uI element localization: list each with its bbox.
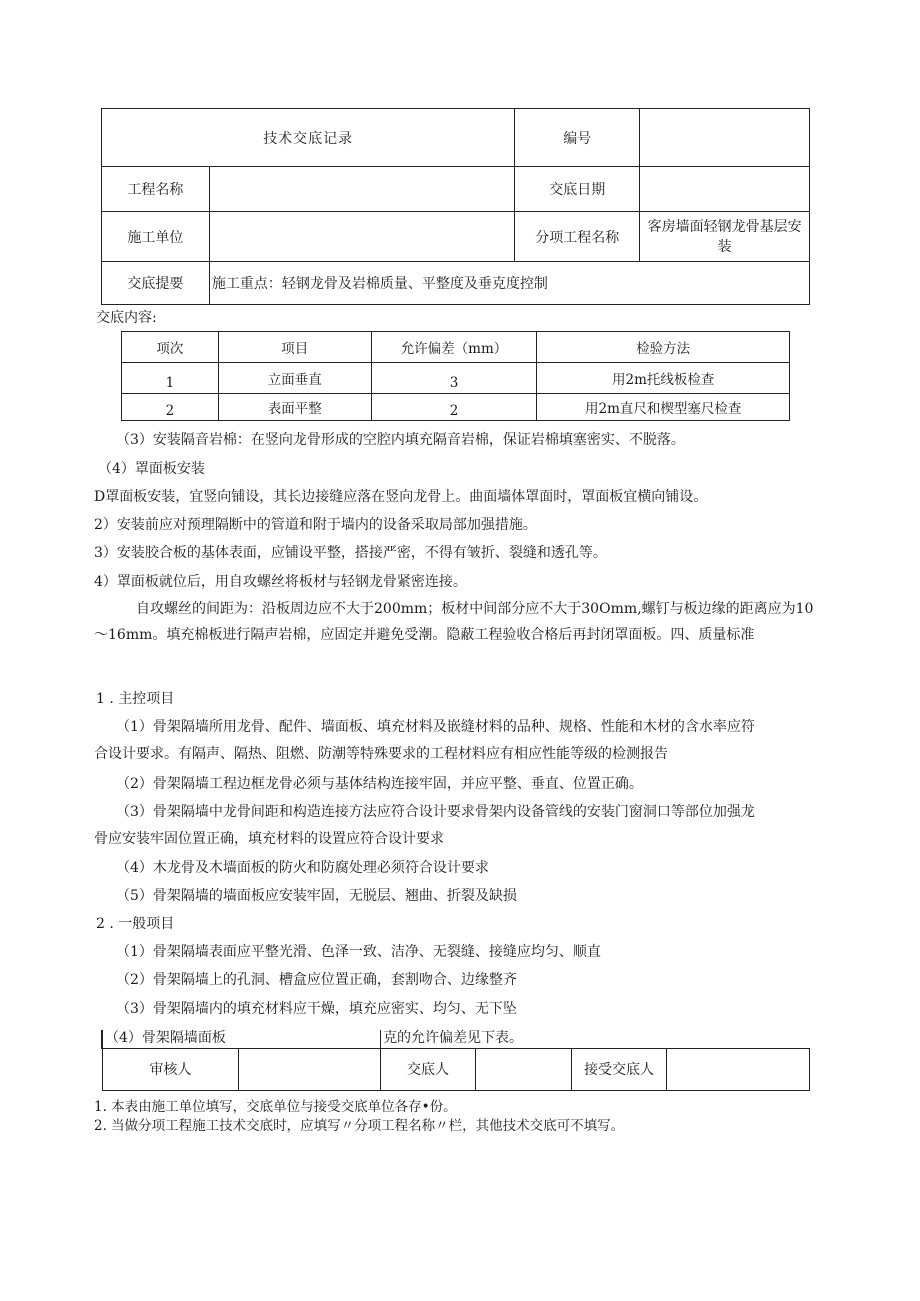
number-field[interactable] bbox=[640, 109, 810, 167]
reviewer-field[interactable] bbox=[239, 1048, 381, 1090]
footnote-2: 2. 当做分项工程施工技术交底时，应填写〃分项工程名称〃栏，其他技术交底可不填写。 bbox=[94, 1118, 625, 1134]
general-item-2: （2）骨架隔墙上的孔洞、槽盒应位置正确，套割吻合、边缘整齐 bbox=[116, 972, 517, 988]
main-control-heading: 1 . 主控项目 bbox=[96, 691, 175, 707]
receiver-label: 接受交底人 bbox=[571, 1048, 667, 1090]
unit-field[interactable] bbox=[209, 212, 515, 262]
table-row bbox=[122, 394, 790, 421]
step-board-heading: （4）罩面板安装 bbox=[98, 461, 205, 477]
subproject-field[interactable]: 客房墙面轻钢龙骨基层安装 bbox=[640, 212, 810, 262]
main-control-item-1-cont: 合设计要求。有隔声、隔热、阻燃、防潮等特殊要求的工程材料应有相应性能等级的检测报告 bbox=[94, 746, 668, 762]
reviewer-label: 审核人 bbox=[102, 1048, 239, 1090]
date-field[interactable] bbox=[640, 167, 810, 212]
main-control-item-4: （4）木龙骨及木墙面板的防火和防腐处理必须符合设计要求 bbox=[116, 860, 489, 876]
discloser-label: 交底人 bbox=[381, 1048, 476, 1090]
main-control-item-3-cont: 骨应安装牢固位置正确，填充材料的设置应符合设计要求 bbox=[94, 831, 444, 847]
general-heading: 2 . 一般项目 bbox=[96, 916, 175, 932]
step-board-3: 3）安装胶合板的基体表面，应铺设平整，搭接严密，不得有皱折、裂缝和透孔等。 bbox=[94, 545, 607, 561]
project-name-label: 工程名称 bbox=[102, 167, 210, 212]
summary-label: 交底提要 bbox=[102, 262, 210, 305]
table-cell: 用2m直尺和楔型塞尺检查 bbox=[537, 394, 790, 421]
table-cell: 立面垂直 bbox=[218, 363, 371, 394]
main-control-item-1: （1）骨架隔墙所用龙骨、配件、墙面板、填充材料及嵌缝材料的品种、规格、性能和木材的含水率应符 bbox=[116, 719, 755, 735]
step-rockwool: （3）安装隔音岩棉：在竖向龙骨形成的空腔内填充隔音岩棉，保证岩棉填塞密实、不脱落。 bbox=[116, 432, 685, 448]
main-control-item-5: （5）骨架隔墙的墙面板应安装牢固，无脱层、翘曲、折裂及缺损 bbox=[116, 888, 517, 904]
header-cell: 允许偏差（mm） bbox=[371, 332, 537, 363]
screw-paragraph: 自攻螺丝的间距为：沿板周边应不大于200mm；板材中间部分应不大于30Omm,螺钉与板边缘的距离应为10～16mm。填充棉板进行隔声岩棉，应固定并避免受潮。隐蔽工程验收合格后再封闭罩面板。四、质量标准 bbox=[94, 601, 814, 643]
table-cell: 3 bbox=[371, 363, 537, 394]
table-header-row bbox=[122, 332, 790, 363]
general-item-4-left: （4）骨架隔墙面板 bbox=[102, 1030, 381, 1048]
summary-field[interactable]: 施工重点：轻钢龙骨及岩棉质量、平整度及垂克度控制 bbox=[209, 262, 809, 305]
receiver-field[interactable] bbox=[667, 1048, 810, 1090]
step-board-4: 4）罩面板就位后，用自攻螺丝将板材与轻钢龙骨紧密连接。 bbox=[94, 574, 467, 590]
header-table bbox=[101, 108, 810, 305]
project-name-field[interactable] bbox=[209, 167, 515, 212]
step-board-1: D罩面板安装，宜竖向铺设，其长边接缝应落在竖向龙骨上。曲面墙体罩面时，罩面板宜横向铺设。 bbox=[94, 489, 708, 505]
table-cell: 表面平整 bbox=[218, 394, 371, 421]
discloser-field[interactable] bbox=[475, 1048, 571, 1090]
content-label: 交底内容: bbox=[96, 310, 157, 326]
header-cell: 项目 bbox=[218, 332, 371, 363]
table-cell: 2 bbox=[122, 394, 219, 421]
table-cell: 1 bbox=[122, 363, 219, 394]
general-item-3: （3）骨架隔墙内的填充材料应干燥，填充应密实、均匀、无下坠 bbox=[116, 1001, 517, 1017]
header-cell: 项次 bbox=[122, 332, 219, 363]
unit-label: 施工单位 bbox=[102, 212, 210, 262]
general-item-4-right: 克的允许偏差见下表。 bbox=[381, 1030, 810, 1048]
main-control-item-2: （2）骨架隔墙工程边框龙骨必须与基体结构连接牢固，并应平整、垂直、位置正确。 bbox=[116, 776, 643, 792]
footnote-1: 1. 本表由施工单位填写，交底单位与接受交底单位各存•份。 bbox=[94, 1099, 457, 1115]
header-cell: 检验方法 bbox=[537, 332, 790, 363]
table-cell: 2 bbox=[371, 394, 537, 421]
table-cell: 用2m托线板检查 bbox=[537, 363, 790, 394]
table-row bbox=[122, 363, 790, 394]
general-item-1: （1）骨架隔墙表面应平整光滑、色泽一致、洁净、无裂缝、接缝应均匀、顺直 bbox=[116, 944, 601, 960]
subproject-label: 分项工程名称 bbox=[515, 212, 640, 262]
signature-table bbox=[101, 1030, 810, 1091]
step-board-2: 2）安装前应对预理隔断中的管道和附于墙内的设备采取局部加强措施。 bbox=[94, 517, 537, 533]
number-label: 编号 bbox=[515, 109, 640, 167]
main-control-item-3: （3）骨架隔墙中龙骨间距和构造连接方法应符合设计要求骨架内设备管线的安装门窗洞口等部位加强龙 bbox=[116, 804, 755, 820]
date-label: 交底日期 bbox=[515, 167, 640, 212]
form-title: 技术交底记录 bbox=[102, 109, 515, 167]
tolerance-table bbox=[121, 331, 790, 421]
